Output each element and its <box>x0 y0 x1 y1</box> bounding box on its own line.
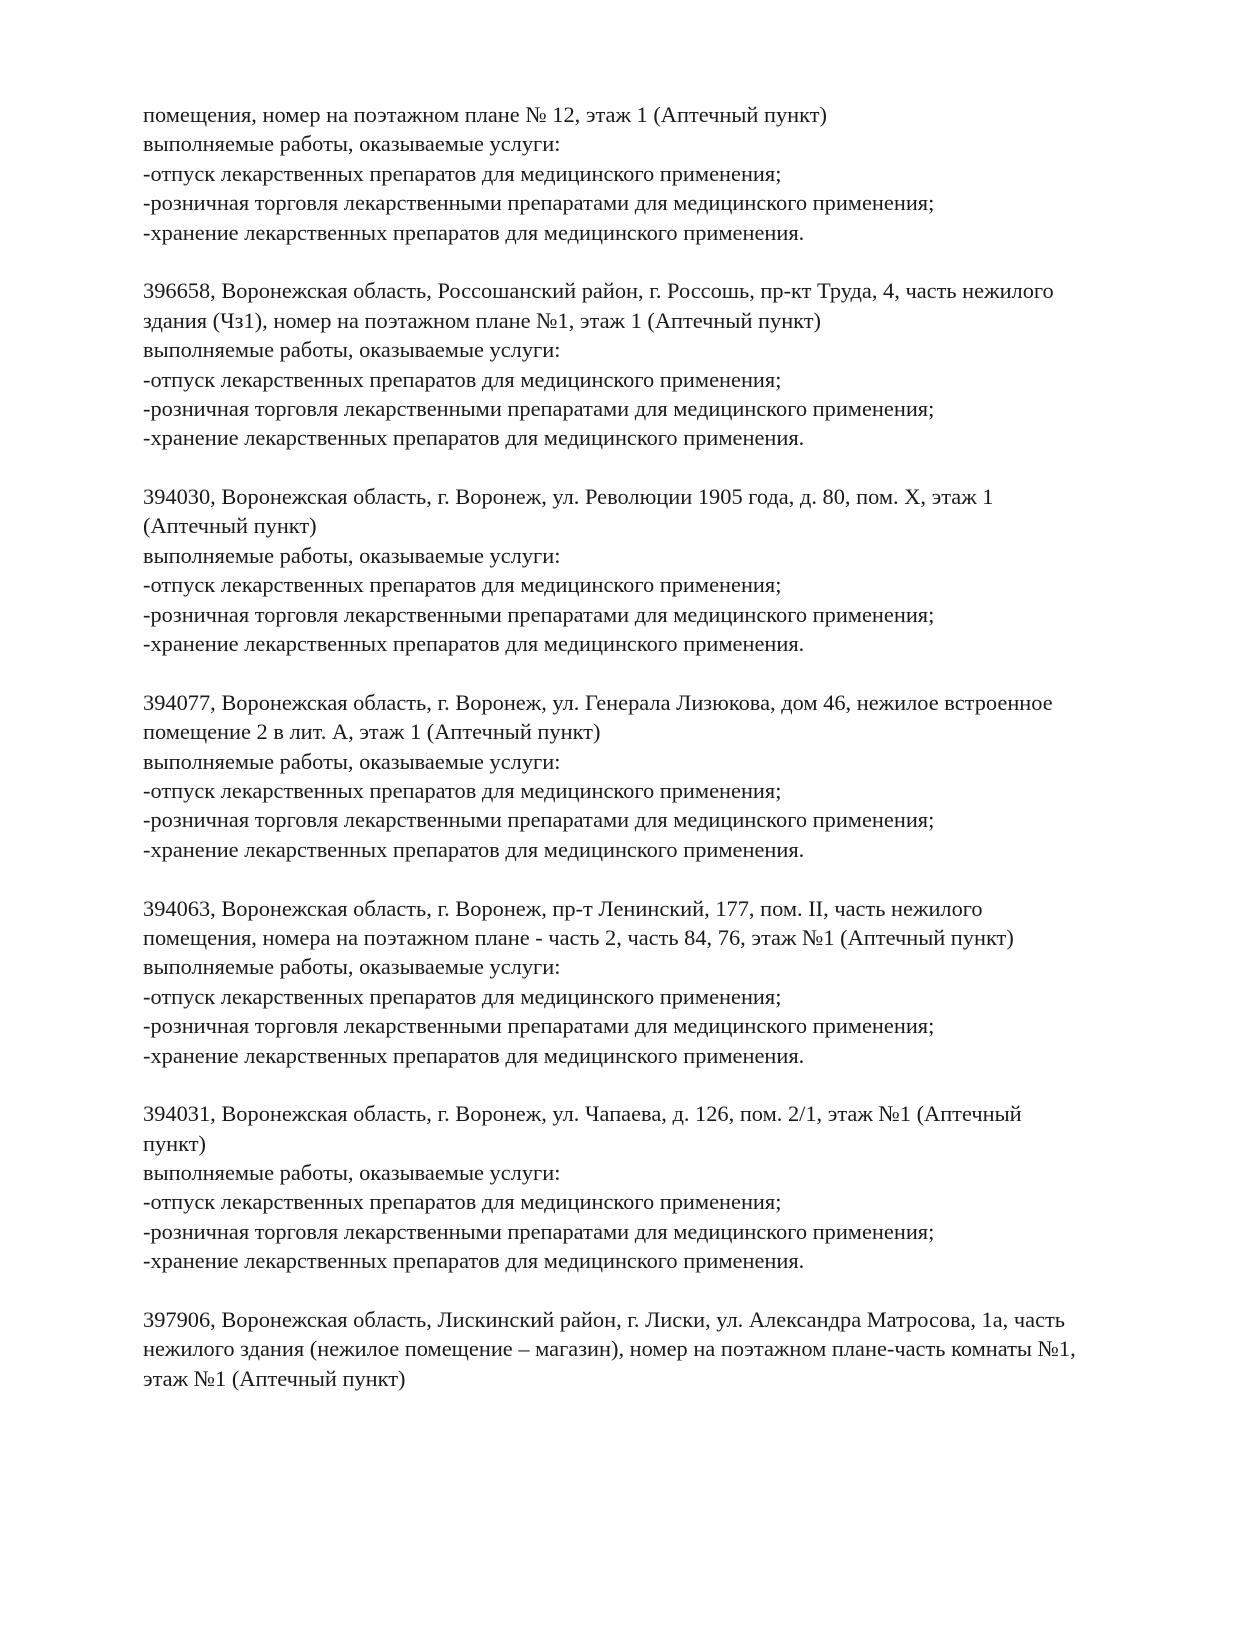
address-line: пункт) <box>143 1130 206 1156</box>
address-line: 396658, Воронежская область, Россошанский район, г. Россошь, пр-кт Труда, 4, часть нежилого <box>143 278 1054 304</box>
address-line: этаж №1 (Аптечный пункт) <box>143 1365 406 1391</box>
pharmacy-entry <box>143 894 1143 1070</box>
pharmacy-entry <box>143 1305 1143 1393</box>
service-item: -розничная торговля лекарственными препаратами для медицинского применения; <box>143 1013 935 1039</box>
address-line: помещения, номера на поэтажном плане - часть 2, часть 84, 76, этаж №1 (Аптечный пункт) <box>143 924 1014 950</box>
service-item: -хранение лекарственных препаратов для медицинского применения. <box>143 219 805 245</box>
service-item: -хранение лекарственных препаратов для медицинского применения. <box>143 631 805 657</box>
service-item: -хранение лекарственных препаратов для медицинского применения. <box>143 836 805 862</box>
service-item: -розничная торговля лекарственными препаратами для медицинского применения; <box>143 190 935 216</box>
service-item: -отпуск лекарственных препаратов для медицинского применения; <box>143 572 782 598</box>
address-line: 394077, Воронежская область, г. Воронеж, ул. Генерала Лизюкова, дом 46, нежилое встроенное <box>143 689 1053 715</box>
pharmacy-entry <box>143 688 1143 864</box>
services-heading: выполняемые работы, оказываемые услуги: <box>143 337 561 363</box>
address-line: нежилого здания (нежилое помещение – магазин), номер на поэтажном плане-часть комнаты №1, <box>143 1336 1076 1362</box>
service-item: -отпуск лекарственных препаратов для медицинского применения; <box>143 983 782 1009</box>
services-heading: выполняемые работы, оказываемые услуги: <box>143 1160 561 1186</box>
services-heading: выполняемые работы, оказываемые услуги: <box>143 131 561 157</box>
address-line: помещение 2 в лит. А, этаж 1 (Аптечный пункт) <box>143 719 601 745</box>
address-line: 394063, Воронежская область, г. Воронеж, пр-т Ленинский, 177, пом. II, часть нежилого <box>143 895 983 921</box>
address-line: помещения, номер на поэтажном плане № 12, этаж 1 (Аптечный пункт) <box>143 102 827 127</box>
pharmacy-entry <box>143 276 1143 452</box>
service-item: -розничная торговля лекарственными препаратами для медицинского применения; <box>143 807 935 833</box>
service-item: -розничная торговля лекарственными препаратами для медицинского применения; <box>143 1218 935 1244</box>
address-line: 394030, Воронежская область, г. Воронеж, ул. Революции 1905 года, д. 80, пом. X, этаж 1 <box>143 484 994 510</box>
services-heading: выполняемые работы, оказываемые услуги: <box>143 542 561 568</box>
paragraph-spacer <box>143 658 1143 687</box>
service-item: -хранение лекарственных препаратов для медицинского применения. <box>143 1248 805 1274</box>
address-line: здания (Чз1), номер на поэтажном плане №1, этаж 1 (Аптечный пункт) <box>143 307 822 333</box>
service-item: -отпуск лекарственных препаратов для медицинского применения; <box>143 1189 782 1215</box>
address-line: 397906, Воронежская область, Лискинский район, г. Лиски, ул. Александра Матросова, 1а, часть <box>143 1307 1066 1333</box>
service-item: -хранение лекарственных препаратов для медицинского применения. <box>143 1042 805 1068</box>
pharmacy-entry <box>143 1099 1143 1275</box>
paragraph-spacer <box>143 453 1143 482</box>
service-item: -отпуск лекарственных препаратов для медицинского применения; <box>143 777 782 803</box>
service-item: -отпуск лекарственных препаратов для медицинского применения; <box>143 366 782 392</box>
paragraph-spacer <box>143 247 1143 276</box>
paragraph-spacer <box>143 1276 1143 1305</box>
services-heading: выполняемые работы, оказываемые услуги: <box>143 954 561 980</box>
paragraph-spacer <box>143 1070 1143 1099</box>
service-item: -хранение лекарственных препаратов для медицинского применения. <box>143 425 805 451</box>
service-item: -розничная торговля лекарственными препаратами для медицинского применения; <box>143 395 935 421</box>
service-item: -отпуск лекарственных препаратов для медицинского применения; <box>143 160 782 186</box>
service-item: -розничная торговля лекарственными препаратами для медицинского применения; <box>143 601 935 627</box>
address-line: 394031, Воронежская область, г. Воронеж, ул. Чапаева, д. 126, пом. 2/1, этаж №1 (Аптечный <box>143 1101 1022 1127</box>
services-heading: выполняемые работы, оказываемые услуги: <box>143 748 561 774</box>
document-page <box>143 100 1143 1393</box>
pharmacy-entry <box>143 482 1143 658</box>
paragraph-spacer <box>143 864 1143 893</box>
intro-block <box>143 100 1143 247</box>
address-line: (Аптечный пункт) <box>143 513 317 539</box>
